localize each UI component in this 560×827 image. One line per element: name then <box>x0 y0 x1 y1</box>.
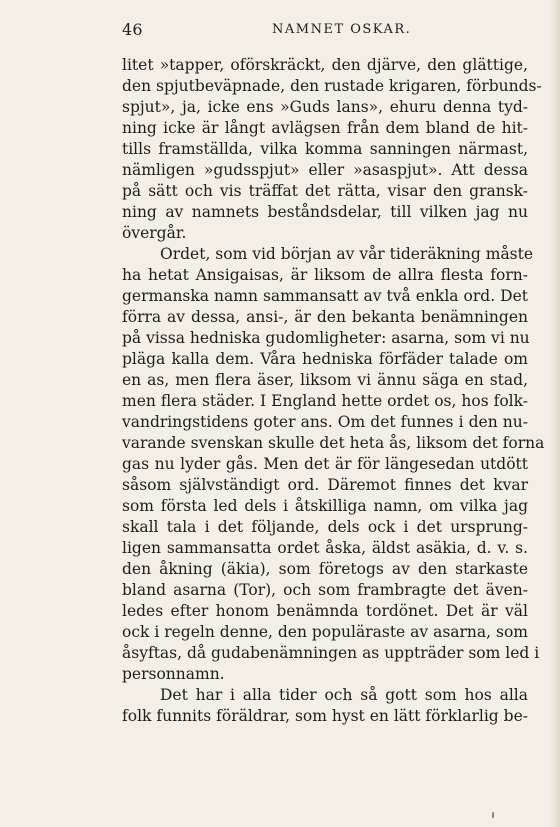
text-line: ock i regeln denne, den populäraste av asarna, som <box>122 623 528 641</box>
running-head: NAMNET OSKAR. <box>272 22 412 37</box>
text-line: skall tala i det följande, dels ock i det ursprung- <box>122 518 528 536</box>
page-number: 46 <box>122 20 143 39</box>
text-line: ligen sammansatta ordet åska, äldst asäkia, d. v. s. <box>122 539 528 557</box>
text-line: den åkning (äkia), som företogs av den starkaste <box>122 560 528 578</box>
text-line: tills framställda, vilka komma sanningen närmast, <box>122 140 528 158</box>
text-line: som första led dels i åtskilliga namn, om vilka jag <box>122 497 528 515</box>
text-line: förra av dessa, ansi-, är den bekanta benämningen <box>122 308 528 326</box>
text-line: ha hetat Ansigaisas, är liksom de allra flesta forn- <box>122 266 528 284</box>
text-line: övergår. <box>122 224 187 242</box>
text-line: ning icke är långt avlägsen från dem bland de hit- <box>122 119 528 137</box>
body-text <box>122 55 545 727</box>
text-line: pläga kalla dem. Våra hedniska förfäder talade om <box>122 350 528 368</box>
paragraph-start-line: Det har i alla tider och så gott som hos alla <box>160 686 528 704</box>
text-line: germanska namn sammansatt av två enkla ord. Det <box>122 287 528 305</box>
text-line: en as, men flera äser, liksom vi ännu säga en stad, <box>122 371 528 389</box>
text-line: åsyftas, då gudabenämningen as uppträder som led i <box>122 644 540 662</box>
text-line: vandringstidens goter ans. Om det funnes i den nu- <box>122 413 528 431</box>
text-line: folk funnits föräldrar, som hyst en lätt förklarlig be- <box>122 707 528 725</box>
text-line: på sätt och vis träffat det rätta, visar den gransk- <box>122 182 528 200</box>
paper-speck <box>492 812 494 818</box>
text-line: litet »tapper, oförskräckt, den djärve, den glättige, <box>122 56 528 74</box>
text-line: ning av namnets beståndsdelar, till vilken jag nu <box>122 203 528 221</box>
text-line: på vissa hedniska gudomligheter: asarna, som vi nu <box>122 329 530 347</box>
text-line: spjut», ja, icke ens »Guds lans», ehuru denna tyd- <box>122 98 528 116</box>
text-line: såsom självständigt ord. Däremot finnes det kvar <box>122 476 528 494</box>
text-line: bland asarna (Tor), och som frambragte det även- <box>122 581 528 599</box>
text-line: varande svenskan skulle det heta ås, liksom det forna <box>122 434 545 452</box>
text-line: gas nu lyder gås. Men det är för längesedan utdött <box>122 455 528 473</box>
text-line: personnamn. <box>122 665 225 683</box>
text-line: nämligen »gudsspjut» eller »asaspjut». Att dessa <box>122 161 528 179</box>
text-line: den spjutbeväpnade, den rustade krigaren, förbunds- <box>122 77 542 95</box>
text-line: men flera städer. I England hette ordet os, hos folk- <box>122 392 528 410</box>
page-edge-shadow <box>550 0 560 827</box>
text-line: ledes efter honom benämnda tordönet. Det är väl <box>122 602 528 620</box>
page-header <box>122 20 462 44</box>
paragraph-start-line: Ordet, som vid början av vår tideräkning måste <box>160 245 534 263</box>
